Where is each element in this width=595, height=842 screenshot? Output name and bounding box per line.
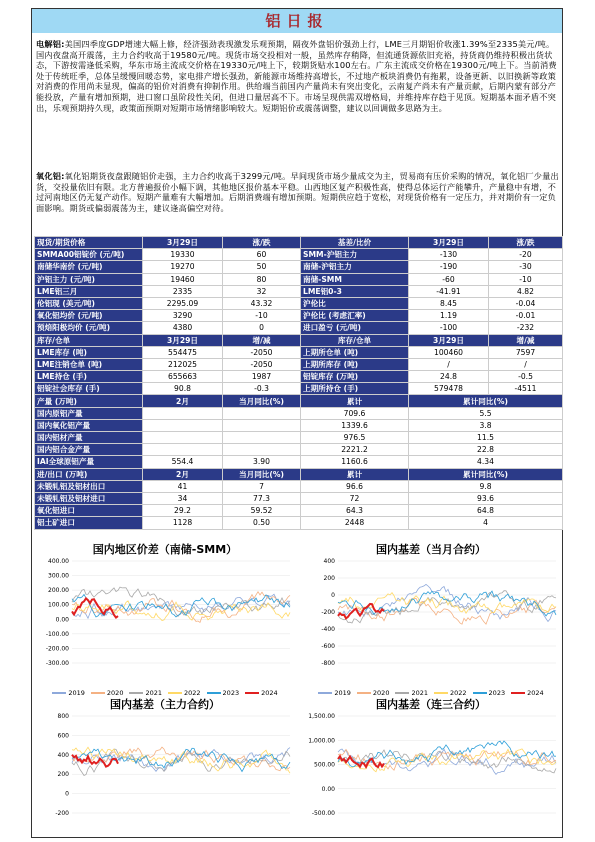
chart-basis-third (300, 696, 562, 836)
header-cell: 3月29日 (409, 237, 489, 249)
y-tick-label: 0 (331, 592, 335, 599)
row-label: 南储-SMM (301, 273, 409, 285)
y-tick-label: 200 (57, 771, 69, 779)
header-cell: 进/出口 (万吨) (35, 468, 143, 480)
legend-label: 2022 (450, 689, 467, 697)
table-cell: 2448 (301, 517, 409, 529)
charts-area (32, 541, 562, 837)
row-label: 国内铝合金产量 (35, 444, 143, 456)
legend-item (91, 689, 124, 697)
row-label: IAI全球原铝产量 (35, 456, 143, 468)
chart-legend (34, 689, 296, 697)
table-cell: 34 (143, 492, 223, 504)
table-cell: 1987 (223, 371, 301, 383)
series-line-2021 (338, 591, 556, 623)
table-cell: 2295.09 (143, 297, 223, 309)
chart-region-spread (34, 541, 296, 691)
table-row (35, 310, 563, 322)
table-cell: 4.34 (409, 456, 563, 468)
table-row (35, 358, 563, 370)
y-tick-label: 300.00 (48, 572, 69, 580)
table-cell: 43.32 (223, 297, 301, 309)
table-header-row (35, 395, 563, 407)
legend-swatch (473, 692, 487, 694)
chart-title: 国内基差（主力合约） (110, 698, 220, 711)
y-tick-label: 200 (323, 575, 335, 582)
table-row (35, 249, 563, 261)
header-cell: 当月同比(%) (223, 395, 301, 407)
header-cell: 3月29日 (143, 334, 223, 346)
legend-swatch (318, 692, 332, 694)
legend-swatch (434, 692, 448, 694)
table-row (35, 383, 563, 395)
row-label: LME铝三月 (35, 285, 143, 297)
row-label: 未锻轧铝及铝材出口 (35, 480, 143, 492)
row-label: 氧化铝均价 (元/吨) (35, 310, 143, 322)
y-tick-label: 1,000.00 (308, 737, 335, 745)
table-cell: 4.82 (489, 285, 563, 297)
row-label: LME注销仓单 (吨) (35, 358, 143, 370)
table-cell (143, 407, 223, 419)
table-cell: -41.91 (409, 285, 489, 297)
table-cell: 1339.6 (301, 419, 409, 431)
legend-swatch (395, 692, 409, 694)
legend-item (395, 689, 428, 697)
legend-label: 2022 (184, 689, 201, 697)
row-label: 预焙阳极均价 (元/吨) (35, 322, 143, 334)
legend-item (129, 689, 162, 697)
y-tick-label: 800 (57, 713, 69, 720)
table-cell: 80 (223, 273, 301, 285)
row-label: 沪伦比 (考虑汇率) (301, 310, 409, 322)
table-cell (223, 419, 301, 431)
y-tick-label: -600 (321, 643, 335, 650)
table-cell: -60 (409, 273, 489, 285)
table-row (35, 285, 563, 297)
report-page (31, 8, 563, 838)
table-row (35, 371, 563, 383)
table-cell (223, 407, 301, 419)
table-row (35, 480, 563, 492)
header-cell: 累计 (301, 395, 409, 407)
table-cell: 3.90 (223, 456, 301, 468)
table-cell: 1.19 (409, 310, 489, 322)
series-line-2022 (338, 593, 556, 614)
y-tick-label: 100.00 (48, 601, 69, 609)
table-cell: -0.01 (489, 310, 563, 322)
table-cell: 22.8 (409, 444, 563, 456)
table-cell (143, 419, 223, 431)
y-tick-label: 500.00 (314, 761, 335, 769)
table-cell: 7597 (489, 346, 563, 358)
market-data-table (34, 236, 563, 530)
row-label: 沪伦比 (301, 297, 409, 309)
legend-label: 2024 (527, 689, 544, 697)
row-label: 铝土矿进口 (35, 517, 143, 529)
table-cell: 90.8 (143, 383, 223, 395)
table-cell: 9.8 (409, 480, 563, 492)
row-label: 上期所库存 (吨) (301, 358, 409, 370)
row-label: 上期所持仓 (手) (301, 383, 409, 395)
header-cell: 基差/比价 (301, 237, 409, 249)
table-cell: -190 (409, 261, 489, 273)
table-cell: 3290 (143, 310, 223, 322)
chart-basis-main (34, 696, 296, 836)
header-cell: 库存/仓单 (301, 334, 409, 346)
row-label: 国内原铝产量 (35, 407, 143, 419)
table-cell (223, 444, 301, 456)
legend-label: 2021 (145, 689, 162, 697)
y-tick-label: 400 (57, 751, 69, 759)
table-cell: -10 (223, 310, 301, 322)
y-tick-label: 0.00 (321, 785, 335, 793)
table-cell: 1160.6 (301, 456, 409, 468)
y-tick-label: 1,500.00 (308, 713, 335, 720)
chart-title: 国内地区价差（南储-SMM） (92, 543, 238, 556)
aluminum-label: 电解铝: (36, 39, 65, 49)
table-cell: 77.3 (223, 492, 301, 504)
table-cell: 19270 (143, 261, 223, 273)
row-label: 未锻轧铝及铝材进口 (35, 492, 143, 504)
table-row (35, 346, 563, 358)
legend-label: 2023 (488, 689, 506, 697)
legend-label: 2019 (334, 689, 351, 697)
header-cell: 2月 (143, 395, 223, 407)
chart-basis-main-plot (34, 710, 296, 835)
table-cell: 3.8 (409, 419, 563, 431)
table-cell: 64.3 (301, 505, 409, 517)
table-cell: 2335 (143, 285, 223, 297)
table-row (35, 505, 563, 517)
header-cell: 累计 (301, 468, 409, 480)
table-cell: 2221.2 (301, 444, 409, 456)
table-cell: -232 (489, 322, 563, 334)
table-cell: 579478 (409, 383, 489, 395)
header-cell: 3月29日 (143, 237, 223, 249)
row-label: 国内氧化铝产量 (35, 419, 143, 431)
table-cell: 96.6 (301, 480, 409, 492)
y-tick-label: -800 (321, 660, 335, 667)
row-label: 沪铝主力 (元/吨) (35, 273, 143, 285)
table-cell: 5.5 (409, 407, 563, 419)
table-cell: / (489, 358, 563, 370)
legend-swatch (357, 692, 371, 694)
chart-region-spread-plot (34, 555, 296, 685)
legend-item (52, 689, 85, 697)
row-label: SMMA00铝锭价 (元/吨) (35, 249, 143, 261)
header-cell: 产量 (万吨) (35, 395, 143, 407)
table-row (35, 456, 563, 468)
table-row (35, 492, 563, 504)
table-cell: 72 (301, 492, 409, 504)
header-cell: 涨/跌 (223, 237, 301, 249)
table-header-row (35, 237, 563, 249)
table-cell: 0.50 (223, 517, 301, 529)
header-cell: 增/减 (223, 334, 301, 346)
table-cell: 709.6 (301, 407, 409, 419)
table-cell: -0.3 (223, 383, 301, 395)
table-cell: 7 (223, 480, 301, 492)
table-cell: 0 (223, 322, 301, 334)
legend-swatch (91, 692, 105, 694)
legend-swatch (511, 692, 525, 694)
row-label: 铝锭社会库存 (手) (35, 383, 143, 395)
table-cell: 212025 (143, 358, 223, 370)
legend-label: 2024 (261, 689, 278, 697)
table-cell: -2050 (223, 346, 301, 358)
alumina-commentary (36, 171, 560, 213)
y-tick-label: 200.00 (48, 587, 69, 595)
legend-item (245, 689, 278, 697)
table-cell (223, 432, 301, 444)
header-cell: 累计同比(%) (409, 395, 563, 407)
y-tick-label: 0 (65, 790, 69, 798)
row-label: 南储华南价 (元/吨) (35, 261, 143, 273)
legend-item (357, 689, 390, 697)
table-row (35, 322, 563, 334)
row-label: 伦铝现 (美元/吨) (35, 297, 143, 309)
y-tick-label: -200 (321, 609, 335, 616)
alumina-label: 氧化铝: (36, 171, 65, 181)
table-cell: 19330 (143, 249, 223, 261)
aluminum-commentary (36, 39, 560, 113)
table-cell: 93.6 (409, 492, 563, 504)
legend-item (473, 689, 506, 697)
table-cell: -100 (409, 322, 489, 334)
table-cell: 554.4 (143, 456, 223, 468)
table-cell: 1128 (143, 517, 223, 529)
table-cell: 4 (409, 517, 563, 529)
report-title: 铝日报 (32, 9, 562, 33)
row-label: 国内铝材产量 (35, 432, 143, 444)
table-cell: -20 (489, 249, 563, 261)
row-label: SMM-沪铝主力 (301, 249, 409, 261)
table-cell: -4511 (489, 383, 563, 395)
table-cell: -0.04 (489, 297, 563, 309)
header-cell: 累计同比(%) (409, 468, 563, 480)
table-cell: 11.5 (409, 432, 563, 444)
header-cell: 2月 (143, 468, 223, 480)
y-tick-label: 400 (323, 558, 335, 565)
chart-basis-current (300, 541, 562, 691)
chart-title: 国内基差（当月合约） (376, 543, 486, 556)
header-cell: 现货/期货价格 (35, 237, 143, 249)
header-cell: 3月29日 (409, 334, 489, 346)
table-cell: 24.8 (409, 371, 489, 383)
table-cell: -10 (489, 273, 563, 285)
y-tick-label: 0.00 (55, 616, 69, 624)
chart-legend (300, 689, 562, 697)
table-row (35, 419, 563, 431)
y-tick-label: -300.00 (45, 660, 69, 667)
table-cell: 19460 (143, 273, 223, 285)
y-tick-label: 600 (57, 732, 69, 740)
row-label: 进口盈亏 (元/吨) (301, 322, 409, 334)
row-label: 铝锭库存 (万吨) (301, 371, 409, 383)
legend-swatch (207, 692, 221, 694)
alumina-text: 氧化铝期货夜盘跟随铝价走强，主力合约收高于3299元/吨。早间现货市场少量成交为主，贸易商有压价采购的情况，氧化铝厂少量出货，交投量依旧有限。北方普遍报价小幅下调，其他地区报价基本平稳。山西地区复产积极性高，使得总体运行产能攀升，产量稳中有增，不过河南地区仍无复产动作。短期产量难有大幅增加。后期消费端有增加预期。短期供应趋于宽松，对现货价格有一定压力，并对期价有一定负面影响。期货或偏弱震荡为主，建议逢高偏空对待。 (36, 171, 559, 213)
row-label: 氧化铝进口 (35, 505, 143, 517)
chart-basis-third-plot (300, 710, 562, 835)
table-cell: 60 (223, 249, 301, 261)
y-tick-label: -500.00 (311, 810, 335, 817)
table-cell: 655663 (143, 371, 223, 383)
table-cell: -30 (489, 261, 563, 273)
header-cell: 当月同比(%) (223, 468, 301, 480)
legend-swatch (129, 692, 143, 694)
table-row (35, 261, 563, 273)
aluminum-text: 美国四季度GDP增速大幅上修，经济强劲表现激发乐观预期，隔夜外盘铝价强劲上行，LME三月期铝价收涨1.39%至2335美元/吨。国内夜盘高开震荡，主力合约收高于19580元/吨。现货市场交投相对一般，虽然库存稍降，但流通货源依旧充裕，持货商仍维持积极出货状态，下游按需逢低采购，华东市场主流成交价格在19330元/吨上下，较期货贴水100左右。广东主流成交价格在19300元/吨上下。当前消费处于传统旺季，总体呈缓慢回暖态势，家电排产增长强劲，新能源市场维持高增长，不过地产板块消费仍有拖累，设备更新、以旧换新等政策对消费的作用尚未显现，偏高的铝价对消费有抑制作用。供给端当前国内产量尚未有突出变化，云南复产尚未有产量贡献，后期内蒙有部分产能投放，产量有增加预期，进口窗口虽阶段性关闭，但进口量居高不下。市场呈现供需双增格局，并维持库存趋于见顶。短期基本面矛盾不突出，乐观预期持久现，政策面预期对短期市场情绪影响较大。短期铝价或震荡调整，建议以回调做多思路为主。 (36, 39, 557, 113)
row-label: 南储-沪铝主力 (301, 261, 409, 273)
series-line-2020 (72, 747, 290, 771)
table-cell: 32 (223, 285, 301, 297)
table-cell: 29.2 (143, 505, 223, 517)
legend-swatch (168, 692, 182, 694)
chart-title: 国内基差（连三合约） (376, 698, 486, 711)
header-cell: 库存/仓单 (35, 334, 143, 346)
table-row (35, 432, 563, 444)
table-row (35, 444, 563, 456)
table-cell (143, 444, 223, 456)
table-row (35, 297, 563, 309)
table-cell: 59.52 (223, 505, 301, 517)
row-label: LME持仓 (手) (35, 371, 143, 383)
legend-item (168, 689, 201, 697)
table-row (35, 407, 563, 419)
legend-swatch (245, 692, 259, 694)
legend-label: 2023 (222, 689, 240, 697)
legend-item (511, 689, 544, 697)
table-cell (143, 432, 223, 444)
table-cell: -2050 (223, 358, 301, 370)
table-cell: / (409, 358, 489, 370)
y-tick-label: -100.00 (45, 630, 69, 638)
legend-label: 2019 (68, 689, 85, 697)
table-cell: 8.45 (409, 297, 489, 309)
header-cell: 涨/跌 (489, 237, 563, 249)
legend-item (318, 689, 351, 697)
y-tick-label: -200.00 (45, 645, 69, 653)
table-cell: -0.5 (489, 371, 563, 383)
row-label: LME铝0-3 (301, 285, 409, 297)
table-cell: 4380 (143, 322, 223, 334)
table-row (35, 517, 563, 529)
legend-item (207, 689, 240, 697)
header-cell: 增/减 (489, 334, 563, 346)
legend-item (434, 689, 467, 697)
table-cell: 100460 (409, 346, 489, 358)
chart-basis-current-plot (300, 555, 562, 685)
row-label: LME库存 (吨) (35, 346, 143, 358)
y-tick-label: -200 (55, 810, 69, 817)
legend-label: 2020 (372, 689, 390, 697)
legend-swatch (52, 692, 66, 694)
table-header-row (35, 468, 563, 480)
y-tick-label: -400 (321, 626, 335, 633)
table-header-row (35, 334, 563, 346)
legend-label: 2021 (411, 689, 428, 697)
table-cell: 41 (143, 480, 223, 492)
y-tick-label: 400.00 (48, 558, 69, 565)
table-cell: 50 (223, 261, 301, 273)
table-row (35, 273, 563, 285)
table-cell: 976.5 (301, 432, 409, 444)
table-cell: -130 (409, 249, 489, 261)
table-cell: 64.8 (409, 505, 563, 517)
legend-label: 2020 (106, 689, 124, 697)
row-label: 上期所仓单 (吨) (301, 346, 409, 358)
table-cell: 554475 (143, 346, 223, 358)
